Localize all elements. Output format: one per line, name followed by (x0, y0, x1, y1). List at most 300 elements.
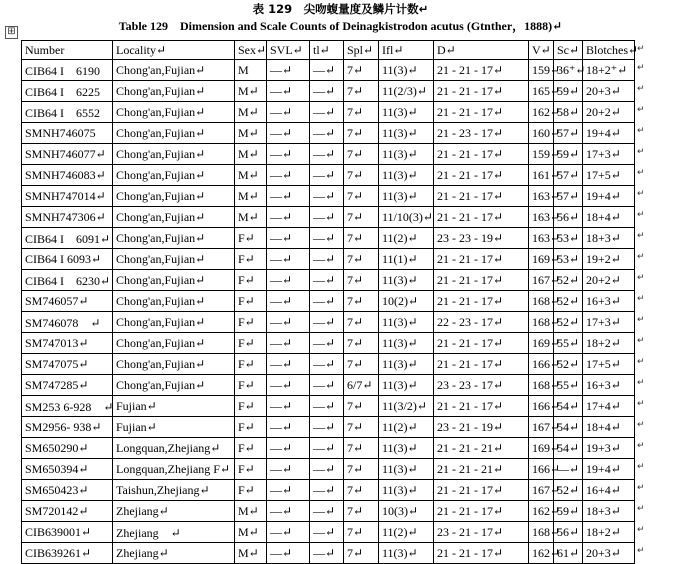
col-tl-cell: —↵ (310, 459, 344, 480)
col-sc-cell: 36⁺↵ (554, 60, 583, 81)
col-number-cell: SM2956- 938↵ (22, 417, 113, 438)
col-sex-cell: F↵ (235, 312, 267, 333)
row-end-mark: ↵ (637, 420, 645, 430)
col-blotches-cell: 16+3↵ (583, 375, 635, 396)
col-locality-cell: Zhejiang↵ (113, 543, 235, 564)
col-d-cell: 23 - 21 - 17↵ (434, 522, 529, 543)
col-locality-cell: Chong'an,Fujian↵ (113, 249, 235, 270)
col-v-cell: 160↵ (529, 123, 554, 144)
col-blotches-cell: 16+4↵ (583, 480, 635, 501)
col-sex-cell: F↵ (235, 228, 267, 249)
col-svl-cell: —↵ (267, 354, 310, 375)
col-tl-header: tl↵ (310, 41, 344, 60)
col-ifl-cell: 11(3)↵ (379, 354, 434, 375)
col-blotches-cell: 19+2↵ (583, 249, 635, 270)
col-ifl-cell: 11(3)↵ (379, 312, 434, 333)
col-sc-cell: —↵ (554, 459, 583, 480)
col-tl-cell: —↵ (310, 123, 344, 144)
col-sex-cell: M↵ (235, 102, 267, 123)
col-ifl-cell: 10(2)↵ (379, 291, 434, 312)
col-blotches-cell: 19+4↵ (583, 186, 635, 207)
col-sex-cell: F↵ (235, 375, 267, 396)
col-v-header: V↵ (529, 41, 554, 60)
col-sc-cell: 55↵ (554, 375, 583, 396)
col-spl-cell: 7↵ (344, 270, 379, 291)
col-tl-cell: —↵ (310, 102, 344, 123)
col-ifl-cell: 11(3)↵ (379, 123, 434, 144)
col-number-cell: SM650423↵ (22, 480, 113, 501)
col-locality-cell: Chong'an,Fujian↵ (113, 291, 235, 312)
col-svl-cell: —↵ (267, 270, 310, 291)
table-row (22, 270, 635, 291)
col-blotches-cell: 20+2↵ (583, 270, 635, 291)
col-tl-cell: —↵ (310, 186, 344, 207)
col-tl-cell: —↵ (310, 165, 344, 186)
col-d-cell: 21 - 21 - 17↵ (434, 102, 529, 123)
col-tl-cell: —↵ (310, 543, 344, 564)
col-tl-cell: —↵ (310, 291, 344, 312)
col-sc-cell: 53↵ (554, 249, 583, 270)
col-v-cell: 167↵ (529, 270, 554, 291)
col-sex-cell: M↵ (235, 186, 267, 207)
table-row (22, 438, 635, 459)
col-number-cell: SM747075↵ (22, 354, 113, 375)
col-v-cell: 159↵ (529, 144, 554, 165)
col-number-cell: SMNH747014↵ (22, 186, 113, 207)
col-tl-cell: —↵ (310, 312, 344, 333)
table-title-english: Table 129 Dimension and Scale Counts of Deinagkistrodon acutus (Gtnther，1888)↵ (118, 19, 563, 33)
table-move-handle-icon[interactable]: ⊞ (5, 26, 18, 39)
col-spl-cell: 7↵ (344, 81, 379, 102)
col-spl-cell: 7↵ (344, 144, 379, 165)
col-tl-cell: —↵ (310, 333, 344, 354)
col-number-cell: CIB639261↵ (22, 543, 113, 564)
col-spl-cell: 7↵ (344, 522, 379, 543)
col-blotches-cell: 18+2⁺↵ (583, 60, 635, 81)
col-sex-cell: M (235, 60, 267, 81)
col-sex-cell: F↵ (235, 459, 267, 480)
col-tl-cell: —↵ (310, 375, 344, 396)
col-locality-cell: Chong'an,Fujian↵ (113, 207, 235, 228)
col-v-cell: 167↵ (529, 480, 554, 501)
col-locality-cell: Chong'an,Fujian↵ (113, 186, 235, 207)
col-locality-cell: Chong'an,Fujian↵ (113, 123, 235, 144)
col-number-cell: SMNH746075 (22, 123, 113, 144)
col-svl-cell: —↵ (267, 375, 310, 396)
col-sc-cell: 57↵ (554, 123, 583, 144)
row-end-mark: ↵ (637, 168, 645, 178)
col-locality-cell: Chong'an,Fujian↵ (113, 354, 235, 375)
col-spl-cell: 7↵ (344, 459, 379, 480)
col-ifl-cell: 11(2)↵ (379, 522, 434, 543)
col-sc-cell: 59↵ (554, 144, 583, 165)
col-number-cell: CIB639001↵ (22, 522, 113, 543)
col-blotches-cell: 18+4↵ (583, 207, 635, 228)
table-row (22, 522, 635, 543)
table-row (22, 291, 635, 312)
col-blotches-cell: 18+2↵ (583, 333, 635, 354)
col-number-cell: SM720142↵ (22, 501, 113, 522)
table-row (22, 207, 635, 228)
col-spl-cell: 7↵ (344, 186, 379, 207)
table-row (22, 144, 635, 165)
col-svl-cell: —↵ (267, 396, 310, 417)
row-end-mark: ↵ (637, 378, 645, 388)
col-svl-cell: —↵ (267, 438, 310, 459)
col-sex-cell: F↵ (235, 291, 267, 312)
col-blotches-cell: 18+3↵ (583, 501, 635, 522)
col-ifl-cell: 11(1)↵ (379, 249, 434, 270)
col-spl-cell: 7↵ (344, 291, 379, 312)
col-blotches-cell: 18+4↵ (583, 417, 635, 438)
col-d-cell: 23 - 23 - 19↵ (434, 228, 529, 249)
col-sex-cell: M↵ (235, 501, 267, 522)
col-v-cell: 166↵ (529, 354, 554, 375)
table-row (22, 123, 635, 144)
col-sex-cell: M↵ (235, 543, 267, 564)
col-svl-cell: —↵ (267, 291, 310, 312)
col-locality-cell: Taishun,Zhejiang↵ (113, 480, 235, 501)
col-v-cell: 168↵ (529, 291, 554, 312)
col-d-cell: 21 - 21 - 17↵ (434, 207, 529, 228)
col-sc-cell: 58↵ (554, 102, 583, 123)
table-title-chinese: 表 129 尖吻蝮量度及鳞片计数↵ (252, 2, 429, 16)
col-v-cell: 168↵ (529, 375, 554, 396)
col-svl-cell: —↵ (267, 501, 310, 522)
col-number-cell: CIB64 I 6093↵ (22, 249, 113, 270)
col-number-cell: CIB64 I 6091↵ (22, 228, 113, 249)
row-end-mark: ↵ (637, 84, 645, 94)
table-row (22, 375, 635, 396)
col-tl-cell: —↵ (310, 480, 344, 501)
col-sex-cell: F↵ (235, 333, 267, 354)
col-svl-cell: —↵ (267, 123, 310, 144)
table-row (22, 249, 635, 270)
col-locality-cell: Chong'an,Fujian↵ (113, 375, 235, 396)
col-d-cell: 21 - 21 - 17↵ (434, 501, 529, 522)
col-number-cell: CIB64 I 6190 (22, 60, 113, 81)
col-d-cell: 21 - 21 - 17↵ (434, 291, 529, 312)
col-sex-cell: F↵ (235, 354, 267, 375)
row-end-mark: ↵ (637, 126, 645, 136)
col-d-cell: 21 - 21 - 17↵ (434, 354, 529, 375)
col-sex-cell: M↵ (235, 207, 267, 228)
col-ifl-cell: 11(3)↵ (379, 165, 434, 186)
col-number-cell: SMNH746077↵ (22, 144, 113, 165)
row-end-mark: ↵ (637, 44, 645, 54)
col-sc-header: Sc↵ (554, 41, 583, 60)
data-table (21, 40, 639, 564)
row-end-mark: ↵ (637, 399, 645, 409)
col-v-cell: 163↵ (529, 186, 554, 207)
col-svl-cell: —↵ (267, 522, 310, 543)
col-sc-cell: 53↵ (554, 228, 583, 249)
table-row (22, 501, 635, 522)
col-d-cell: 21 - 21 - 17↵ (434, 165, 529, 186)
col-svl-cell: —↵ (267, 480, 310, 501)
col-ifl-cell: 11(3)↵ (379, 333, 434, 354)
col-spl-cell: 6/7↵ (344, 375, 379, 396)
col-v-cell: 169↵ (529, 249, 554, 270)
col-svl-cell: —↵ (267, 228, 310, 249)
table-row (22, 102, 635, 123)
col-sc-cell: 56↵ (554, 207, 583, 228)
row-end-mark: ↵ (637, 147, 645, 157)
col-ifl-cell: 11(2)↵ (379, 417, 434, 438)
col-sc-cell: 52↵ (554, 270, 583, 291)
col-v-cell: 168↵ (529, 522, 554, 543)
col-sc-cell: 56↵ (554, 522, 583, 543)
col-ifl-cell: 11(2/3)↵ (379, 81, 434, 102)
col-svl-cell: —↵ (267, 186, 310, 207)
col-number-cell: SMNH747306↵ (22, 207, 113, 228)
col-blotches-cell: 20+3↵ (583, 543, 635, 564)
col-sex-cell: F↵ (235, 480, 267, 501)
col-tl-cell: —↵ (310, 522, 344, 543)
col-spl-cell: 7↵ (344, 333, 379, 354)
col-tl-cell: —↵ (310, 438, 344, 459)
col-tl-cell: —↵ (310, 270, 344, 291)
col-spl-cell: 7↵ (344, 312, 379, 333)
col-number-cell: CIB64 I 6225 (22, 81, 113, 102)
table-row (22, 543, 635, 564)
col-svl-cell: —↵ (267, 165, 310, 186)
col-sc-cell: 52↵ (554, 291, 583, 312)
col-d-cell: 21 - 23 - 17↵ (434, 123, 529, 144)
col-tl-cell: —↵ (310, 417, 344, 438)
col-v-cell: 166↵ (529, 459, 554, 480)
col-v-cell: 166↵ (529, 396, 554, 417)
col-sex-cell: F↵ (235, 270, 267, 291)
col-d-cell: 23 - 21 - 19↵ (434, 417, 529, 438)
col-blotches-cell: 19+4↵ (583, 123, 635, 144)
col-spl-cell: 7↵ (344, 228, 379, 249)
col-blotches-cell: 19+3↵ (583, 438, 635, 459)
col-number-cell: SMNH746083↵ (22, 165, 113, 186)
col-ifl-cell: 11(3)↵ (379, 438, 434, 459)
col-spl-header: Spl↵ (344, 41, 379, 60)
col-v-cell: 159↵ (529, 60, 554, 81)
col-svl-cell: —↵ (267, 249, 310, 270)
row-end-mark: ↵ (637, 273, 645, 283)
row-end-mark: ↵ (637, 336, 645, 346)
col-v-cell: 162↵ (529, 543, 554, 564)
col-tl-cell: —↵ (310, 354, 344, 375)
col-locality-cell: Zhejiang ↵ (113, 522, 235, 543)
col-locality-header: Locality↵ (113, 41, 235, 60)
col-locality-cell: Chong'an,Fujian↵ (113, 312, 235, 333)
col-svl-cell: —↵ (267, 102, 310, 123)
col-spl-cell: 7↵ (344, 123, 379, 144)
col-d-cell: 21 - 21 - 17↵ (434, 60, 529, 81)
col-locality-cell: Longquan,Zhejiang F↵ (113, 459, 235, 480)
row-end-mark: ↵ (637, 504, 645, 514)
col-sex-cell: M↵ (235, 144, 267, 165)
col-number-cell: CIB64 I 6552 (22, 102, 113, 123)
table-row (22, 228, 635, 249)
col-blotches-cell: 19+4↵ (583, 459, 635, 480)
row-end-mark: ↵ (637, 546, 645, 556)
table-row (22, 480, 635, 501)
col-spl-cell: 7↵ (344, 207, 379, 228)
col-sex-cell: M↵ (235, 522, 267, 543)
table-row (22, 186, 635, 207)
col-ifl-cell: 11(3)↵ (379, 186, 434, 207)
col-blotches-cell: 17+3↵ (583, 144, 635, 165)
table-row (22, 459, 635, 480)
row-end-mark: ↵ (637, 105, 645, 115)
col-sex-header: Sex↵ (235, 41, 267, 60)
col-blotches-header: Blotches↵ (583, 41, 635, 60)
col-d-cell: 21 - 21 - 17↵ (434, 144, 529, 165)
col-sex-cell: M↵ (235, 123, 267, 144)
col-tl-cell: —↵ (310, 60, 344, 81)
col-tl-cell: —↵ (310, 207, 344, 228)
col-sex-cell: F↵ (235, 396, 267, 417)
col-locality-cell: Chong'an,Fujian↵ (113, 333, 235, 354)
col-locality-cell: Chong'an,Fujian↵ (113, 60, 235, 81)
col-locality-cell: Zhejiang↵ (113, 501, 235, 522)
col-spl-cell: 7↵ (344, 354, 379, 375)
col-ifl-cell: 11/10(3)↵ (379, 207, 434, 228)
col-ifl-cell: 11(2)↵ (379, 228, 434, 249)
col-ifl-cell: 11(3)↵ (379, 102, 434, 123)
col-spl-cell: 7↵ (344, 249, 379, 270)
col-d-cell: 21 - 21 - 17↵ (434, 480, 529, 501)
table-row (22, 396, 635, 417)
col-locality-cell: Longquan,Zhejiang↵ (113, 438, 235, 459)
col-d-cell: 21 - 21 - 17↵ (434, 249, 529, 270)
row-end-mark: ↵ (637, 231, 645, 241)
col-number-cell: SM650394↵ (22, 459, 113, 480)
table-row (22, 333, 635, 354)
col-locality-cell: Chong'an,Fujian↵ (113, 228, 235, 249)
col-v-cell: 163↵ (529, 207, 554, 228)
col-sc-cell: 61↵ (554, 543, 583, 564)
col-spl-cell: 7↵ (344, 396, 379, 417)
col-number-cell: SM746057↵ (22, 291, 113, 312)
row-end-mark: ↵ (637, 483, 645, 493)
col-blotches-cell: 17+3↵ (583, 312, 635, 333)
col-d-cell: 21 - 21 - 17↵ (434, 186, 529, 207)
col-svl-cell: —↵ (267, 60, 310, 81)
col-blotches-cell: 18+3↵ (583, 228, 635, 249)
row-end-mark: ↵ (637, 210, 645, 220)
col-blotches-cell: 17+4↵ (583, 396, 635, 417)
col-blotches-cell: 18+2↵ (583, 522, 635, 543)
col-locality-cell: Chong'an,Fujian↵ (113, 81, 235, 102)
col-d-header: D↵ (434, 41, 529, 60)
col-sc-cell: 54↵ (554, 396, 583, 417)
col-sc-cell: 52↵ (554, 480, 583, 501)
col-tl-cell: —↵ (310, 501, 344, 522)
col-ifl-cell: 11(3)↵ (379, 60, 434, 81)
col-sc-cell: 55↵ (554, 333, 583, 354)
col-spl-cell: 7↵ (344, 543, 379, 564)
row-end-mark: ↵ (637, 525, 645, 535)
col-spl-cell: 7↵ (344, 501, 379, 522)
col-ifl-cell: 10(3)↵ (379, 501, 434, 522)
col-sc-cell: 59↵ (554, 81, 583, 102)
row-end-mark: ↵ (637, 294, 645, 304)
table-row (22, 417, 635, 438)
col-sex-cell: F↵ (235, 438, 267, 459)
col-sc-cell: 52↵ (554, 312, 583, 333)
col-svl-cell: —↵ (267, 543, 310, 564)
header-row (22, 41, 635, 60)
col-d-cell: 23 - 23 - 17↵ (434, 375, 529, 396)
col-v-cell: 162↵ (529, 501, 554, 522)
col-ifl-cell: 11(3/2)↵ (379, 396, 434, 417)
col-ifl-cell: 11(3)↵ (379, 459, 434, 480)
col-svl-cell: —↵ (267, 207, 310, 228)
col-svl-cell: —↵ (267, 312, 310, 333)
col-locality-cell: Fujian↵ (113, 396, 235, 417)
col-svl-cell: —↵ (267, 81, 310, 102)
row-end-mark: ↵ (637, 252, 645, 262)
col-tl-cell: —↵ (310, 81, 344, 102)
col-v-cell: 161↵ (529, 165, 554, 186)
col-sex-cell: M↵ (235, 81, 267, 102)
col-spl-cell: 7↵ (344, 102, 379, 123)
col-d-cell: 22 - 23 - 17↵ (434, 312, 529, 333)
col-locality-cell: Chong'an,Fujian↵ (113, 102, 235, 123)
col-svl-cell: —↵ (267, 144, 310, 165)
col-sc-cell: 59↵ (554, 501, 583, 522)
row-end-mark: ↵ (637, 315, 645, 325)
col-d-cell: 21 - 21 - 17↵ (434, 81, 529, 102)
col-sex-cell: F↵ (235, 417, 267, 438)
col-sc-cell: 57↵ (554, 165, 583, 186)
row-end-mark: ↵ (637, 462, 645, 472)
col-tl-cell: —↵ (310, 249, 344, 270)
col-spl-cell: 7↵ (344, 438, 379, 459)
row-end-mark: ↵ (637, 441, 645, 451)
col-tl-cell: —↵ (310, 396, 344, 417)
col-blotches-cell: 20+2↵ (583, 102, 635, 123)
col-sc-cell: 54↵ (554, 438, 583, 459)
col-d-cell: 21 - 21 - 21↵ (434, 438, 529, 459)
row-end-mark: ↵ (637, 189, 645, 199)
col-number-header: Number (22, 41, 113, 60)
col-blotches-cell: 16+3↵ (583, 291, 635, 312)
col-sc-cell: 52↵ (554, 354, 583, 375)
col-number-cell: CIB64 I 6230↵ (22, 270, 113, 291)
col-d-cell: 21 - 21 - 21↵ (434, 459, 529, 480)
col-v-cell: 162↵ (529, 102, 554, 123)
col-number-cell: SM747013↵ (22, 333, 113, 354)
col-sex-cell: F↵ (235, 249, 267, 270)
col-svl-cell: —↵ (267, 417, 310, 438)
col-ifl-cell: 11(3)↵ (379, 144, 434, 165)
col-v-cell: 169↵ (529, 438, 554, 459)
col-svl-cell: —↵ (267, 459, 310, 480)
row-end-mark: ↵ (637, 63, 645, 73)
col-sc-cell: 57↵ (554, 186, 583, 207)
col-tl-cell: —↵ (310, 228, 344, 249)
row-end-mark: ↵ (637, 357, 645, 367)
col-v-cell: 163↵ (529, 228, 554, 249)
col-number-cell: SM253 6-928 ↵ (22, 396, 113, 417)
table-row (22, 165, 635, 186)
table-row (22, 354, 635, 375)
col-blotches-cell: 17+5↵ (583, 354, 635, 375)
col-number-cell: SM650290↵ (22, 438, 113, 459)
col-v-cell: 165↵ (529, 81, 554, 102)
col-sex-cell: M↵ (235, 165, 267, 186)
col-ifl-cell: 11(3)↵ (379, 270, 434, 291)
col-v-cell: 169↵ (529, 333, 554, 354)
